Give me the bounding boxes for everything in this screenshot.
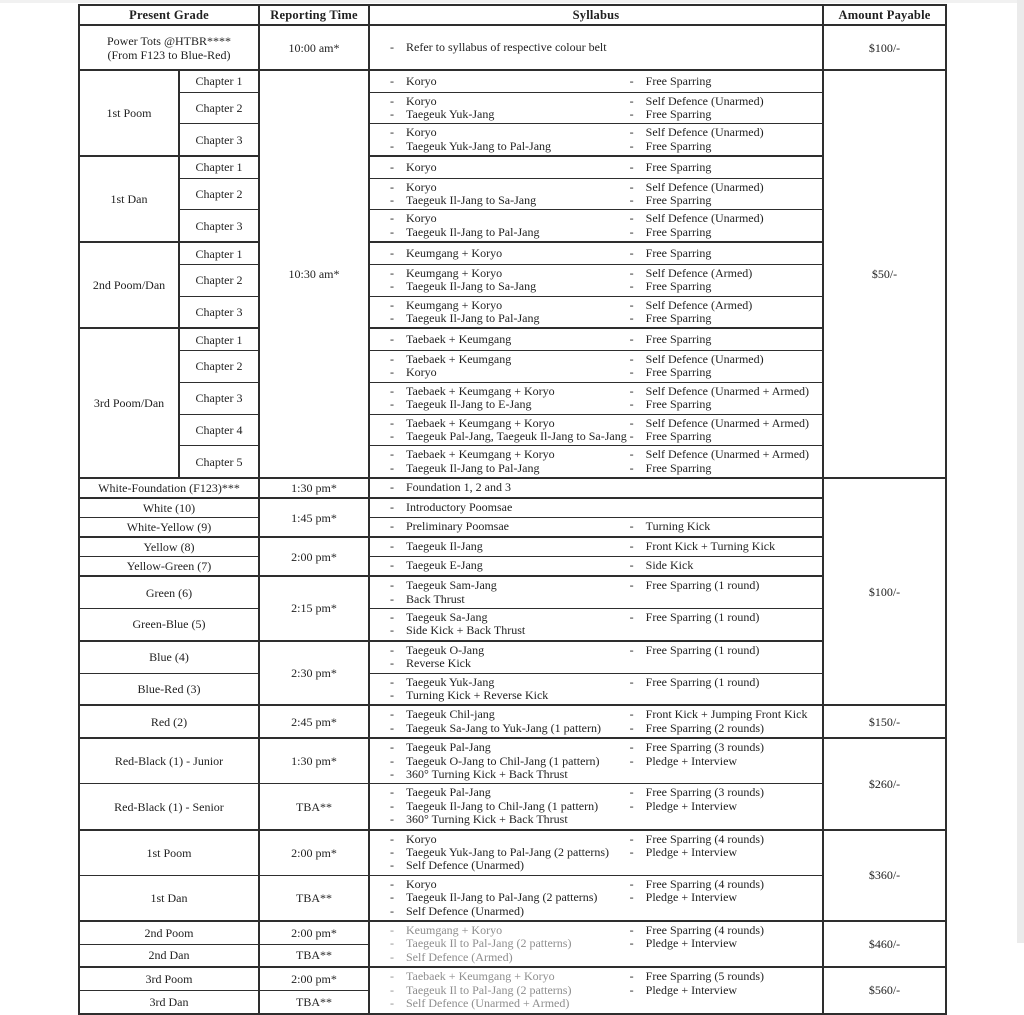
photo-edge-right	[1017, 0, 1024, 943]
syllabus-item: - Side Kick	[629, 558, 694, 573]
syllabus-left-list	[390, 299, 630, 326]
syllabus-cell	[369, 382, 823, 414]
syllabus-item: - Self Defence (Unarmed)	[629, 93, 764, 108]
syllabus-left-list	[390, 559, 630, 572]
chapter-cell: Chapter 3	[179, 124, 259, 156]
header-syllabus: Syllabus	[369, 5, 823, 25]
syllabus-item: - Taegeuk Yuk-Jang	[390, 106, 495, 121]
table-row	[79, 210, 946, 242]
grade-cell: 2nd Poom/Dan	[79, 242, 179, 328]
syllabus-cell	[369, 328, 823, 350]
syllabus-left-list	[390, 676, 630, 703]
time-cell: 1:30 pm*	[259, 478, 369, 498]
amount-cell: $100/-	[823, 478, 946, 705]
syllabus-left-list	[390, 126, 630, 153]
syllabus-item: - Koryo	[390, 73, 437, 88]
syllabus-left-list	[390, 708, 630, 735]
syllabus-item: - Self Defence (Armed)	[629, 265, 753, 280]
syllabus-cell	[369, 25, 823, 70]
amount-cell: $360/-	[823, 830, 946, 921]
syllabus-left-list	[390, 644, 630, 671]
syllabus-item: - Free Sparring (5 rounds)	[629, 969, 764, 984]
syllabus-item: - Reverse Kick	[390, 656, 471, 671]
syllabus-cell	[369, 830, 823, 876]
syllabus-left-list	[390, 41, 630, 54]
syllabus-item: - Taebaek + Keumgang + Koryo	[390, 383, 555, 398]
grade-cell: Yellow (8)	[79, 537, 259, 556]
grade-cell: 3rd Poom/Dan	[79, 328, 179, 478]
syllabus-cell	[369, 537, 823, 556]
syllabus-item: - Pledge + Interview	[629, 798, 738, 813]
syllabus-item: - Preliminary Poomsae	[390, 519, 509, 534]
syllabus-item: - Koryo	[390, 93, 437, 108]
syllabus-right-list	[630, 126, 818, 153]
syllabus-item: - Self Defence (Unarmed)	[629, 125, 764, 140]
amount-cell: $50/-	[823, 70, 946, 478]
syllabus-item: - Introductory Poomsae	[390, 500, 513, 515]
syllabus-item: - Free Sparring	[629, 159, 712, 174]
syllabus-item: - Free Sparring (4 rounds)	[629, 831, 764, 846]
syllabus-left-list	[390, 181, 630, 208]
syllabus-item: - Taebaek + Keumgang	[390, 331, 512, 346]
syllabus-right-list	[630, 540, 818, 553]
syllabus-item: - Taegeuk Il-Jang	[390, 539, 483, 554]
table-row	[79, 350, 946, 382]
syllabus-item: - Taegeuk Pal-Jang, Taegeuk Il-Jang to Sa-Jang	[390, 428, 627, 443]
chapter-cell: Chapter 1	[179, 328, 259, 350]
syllabus-item: - Taegeuk Chil-jang	[390, 707, 495, 722]
chapter-cell: Chapter 3	[179, 296, 259, 328]
syllabus-left-list	[390, 247, 630, 260]
syllabus-item: - Free Sparring	[629, 310, 712, 325]
table-row	[79, 608, 946, 640]
syllabus-item: - Free Sparring	[629, 365, 712, 380]
syllabus-item: - Back Thrust	[390, 591, 465, 606]
syllabus-item: - Taegeuk Il-Jang to Sa-Jang	[390, 279, 537, 294]
time-cell: 2:30 pm*	[259, 641, 369, 706]
header-row	[79, 5, 946, 25]
syllabus-item: - 360° Turning Kick + Back Thrust	[390, 767, 568, 781]
syllabus-left-list	[390, 385, 630, 412]
syllabus-right-list	[630, 833, 818, 860]
syllabus-item: - Taegeuk Il-Jang to Pal-Jang	[390, 460, 540, 475]
table-row	[79, 25, 946, 70]
table-row	[79, 264, 946, 296]
syllabus-right-list	[630, 75, 818, 88]
time-cell: TBA**	[259, 944, 369, 967]
syllabus-cell	[369, 875, 823, 921]
syllabus-cell	[369, 242, 823, 264]
syllabus-item: - Self Defence (Unarmed + Armed)	[629, 447, 810, 462]
amount-cell: $260/-	[823, 738, 946, 829]
syllabus-cell	[369, 498, 823, 517]
syllabus-cell	[369, 608, 823, 640]
syllabus-cell	[369, 784, 823, 830]
grade-cell: 3rd Poom	[79, 967, 259, 990]
syllabus-item: - Free Sparring	[629, 224, 712, 239]
syllabus-item: - Taebaek + Keumgang	[390, 351, 512, 366]
syllabus-item: - Koryo	[390, 211, 437, 226]
syllabus-item: - Taegeuk Pal-Jang	[390, 740, 491, 755]
syllabus-item: - Self Defence (Unarmed + Armed)	[390, 996, 570, 1011]
time-cell: 2:45 pm*	[259, 705, 369, 738]
table-row	[79, 296, 946, 328]
syllabus-item: - Taegeuk Il-Jang to Chil-Jang (1 pattern)	[390, 798, 599, 813]
table-body	[79, 25, 946, 1014]
syllabus-left-list	[390, 417, 630, 444]
syllabus-right-list	[630, 333, 818, 346]
syllabus-item: - Taegeuk E-Jang	[390, 558, 483, 573]
syllabus-item: - 360° Turning Kick + Back Thrust	[390, 812, 568, 827]
chapter-cell: Chapter 1	[179, 156, 259, 178]
grade-cell: 2nd Poom	[79, 921, 259, 944]
syllabus-cell	[369, 178, 823, 210]
syllabus-cell	[369, 576, 823, 608]
syllabus-left-list	[390, 520, 630, 533]
table-row	[79, 967, 946, 990]
grade-cell: 1st Dan	[79, 875, 259, 921]
table-row	[79, 382, 946, 414]
time-cell: 2:00 pm*	[259, 537, 369, 576]
grade-cell: Red-Black (1) - Junior	[79, 738, 259, 784]
syllabus-item: - Self Defence (Unarmed)	[629, 211, 764, 226]
grade-cell: 1st Poom	[79, 830, 259, 876]
syllabus-right-list	[630, 786, 818, 813]
table-row	[79, 70, 946, 92]
syllabus-cell	[369, 350, 823, 382]
syllabus-item: - Taegeuk Pal-Jang	[390, 785, 491, 800]
syllabus-cell	[369, 967, 823, 1013]
syllabus-left-list	[390, 481, 630, 494]
syllabus-item: - Free Sparring	[629, 245, 712, 260]
syllabus-item: - Taegeuk Il to Pal-Jang (2 patterns)	[390, 936, 572, 951]
syllabus-item: - Free Sparring (1 round)	[629, 578, 760, 593]
syllabus-item: - Self Defence (Unarmed + Armed)	[629, 415, 810, 430]
table-row	[79, 537, 946, 556]
chapter-cell: Chapter 3	[179, 382, 259, 414]
syllabus-item: - Taegeuk Il-Jang to Pal-Jang	[390, 310, 540, 325]
grade-cell: 2nd Dan	[79, 944, 259, 967]
syllabus-item: - Turning Kick + Reverse Kick	[390, 687, 549, 702]
chapter-cell: Chapter 2	[179, 178, 259, 210]
syllabus-item: - Free Sparring (1 round)	[629, 609, 760, 624]
syllabus-item: - Taegeuk Il-Jang to Pal-Jang	[390, 224, 540, 239]
amount-cell: $460/-	[823, 921, 946, 967]
grade-cell: Red (2)	[79, 705, 259, 738]
syllabus-left-list	[390, 501, 630, 514]
table-row	[79, 784, 946, 830]
syllabus-right-list	[630, 611, 818, 624]
syllabus-item: - Koryo	[390, 365, 437, 380]
table-row	[79, 328, 946, 350]
chapter-cell: Chapter 1	[179, 70, 259, 92]
syllabus-cell	[369, 556, 823, 576]
syllabus-cell	[369, 92, 823, 124]
chapter-cell: Chapter 3	[179, 210, 259, 242]
syllabus-right-list	[630, 520, 818, 533]
syllabus-right-list	[630, 181, 818, 208]
syllabus-item: - Front Kick + Jumping Front Kick	[629, 707, 808, 722]
amount-cell: $100/-	[823, 25, 946, 70]
time-cell: 2:00 pm*	[259, 921, 369, 944]
syllabus-right-list	[630, 878, 818, 905]
syllabus-item: - Keumgang + Koryo	[390, 245, 503, 260]
grade-cell: White (10)	[79, 498, 259, 517]
syllabus-cell	[369, 70, 823, 92]
syllabus-right-list	[630, 448, 818, 475]
time-cell: 10:00 am*	[259, 25, 369, 70]
syllabus-left-list	[390, 970, 630, 1010]
syllabus-item: - Keumgang + Koryo	[390, 265, 503, 280]
syllabus-left-list	[390, 353, 630, 380]
syllabus-right-list	[630, 95, 818, 122]
table-row	[79, 556, 946, 576]
chapter-cell: Chapter 4	[179, 414, 259, 446]
syllabus-cell	[369, 264, 823, 296]
syllabus-left-list	[390, 161, 630, 174]
table-row	[79, 830, 946, 876]
time-cell: 2:00 pm*	[259, 967, 369, 990]
table-row	[79, 242, 946, 264]
header-reporting-time: Reporting Time	[259, 5, 369, 25]
grade-cell: Green-Blue (5)	[79, 608, 259, 640]
syllabus-item: - Free Sparring	[629, 193, 712, 208]
syllabus-cell	[369, 446, 823, 478]
table-row	[79, 498, 946, 517]
table-row	[79, 156, 946, 178]
amount-cell: $560/-	[823, 967, 946, 1013]
syllabus-item: - Free Sparring (4 rounds)	[629, 876, 764, 891]
syllabus-item: - Pledge + Interview	[629, 753, 738, 768]
amount-cell: $150/-	[823, 705, 946, 738]
syllabus-right-list	[630, 417, 818, 444]
table-row	[79, 641, 946, 673]
syllabus-item: - Taegeuk O-Jang	[390, 642, 485, 657]
syllabus-left-list	[390, 741, 630, 781]
table-row	[79, 576, 946, 608]
grading-schedule-table	[78, 4, 947, 1015]
syllabus-right-list	[630, 676, 818, 689]
time-cell: 2:15 pm*	[259, 576, 369, 641]
table-row	[79, 124, 946, 156]
syllabus-item: - Refer to syllabus of respective colour belt	[390, 39, 607, 54]
syllabus-right-list	[630, 247, 818, 260]
grade-cell: Green (6)	[79, 576, 259, 608]
time-cell: TBA**	[259, 875, 369, 921]
syllabus-item: - Taegeuk Il to Pal-Jang (2 patterns)	[390, 982, 572, 997]
syllabus-item: - Free Sparring	[629, 460, 712, 475]
syllabus-cell	[369, 641, 823, 673]
syllabus-cell	[369, 414, 823, 446]
syllabus-item: - Pledge + Interview	[629, 845, 738, 860]
grade-cell: 1st Dan	[79, 156, 179, 242]
syllabus-item: - Taegeuk Yuk-Jang	[390, 674, 495, 689]
syllabus-item: - Free Sparring	[629, 331, 712, 346]
syllabus-item: - Self Defence (Unarmed + Armed)	[629, 383, 810, 398]
syllabus-right-list	[630, 559, 818, 572]
syllabus-cell	[369, 478, 823, 498]
table-row	[79, 92, 946, 124]
syllabus-right-list	[630, 385, 818, 412]
chapter-cell: Chapter 2	[179, 92, 259, 124]
syllabus-item: - Taegeuk Yuk-Jang to Pal-Jang	[390, 138, 552, 153]
syllabus-item: - Front Kick + Turning Kick	[629, 539, 776, 554]
syllabus-item: - Taegeuk Sa-Jang to Yuk-Jang (1 pattern)	[390, 720, 601, 735]
syllabus-item: - Self Defence (Armed)	[629, 297, 753, 312]
syllabus-item: - Koryo	[390, 179, 437, 194]
syllabus-item: - Self Defence (Unarmed)	[629, 179, 764, 194]
grade-cell: White-Foundation (F123)***	[79, 478, 259, 498]
syllabus-left-list	[390, 448, 630, 475]
syllabus-cell	[369, 517, 823, 537]
table-header	[79, 5, 946, 25]
syllabus-left-list	[390, 333, 630, 346]
time-cell: 1:45 pm*	[259, 498, 369, 537]
syllabus-item: - Free Sparring (2 rounds)	[629, 720, 764, 735]
syllabus-left-list	[390, 212, 630, 239]
syllabus-item: - Free Sparring (1 round)	[629, 642, 760, 657]
syllabus-item: - Taegeuk Yuk-Jang to Pal-Jang (2 patterns)	[390, 845, 609, 860]
syllabus-item: - Free Sparring (4 rounds)	[629, 923, 764, 938]
table-row	[79, 921, 946, 944]
syllabus-cell	[369, 738, 823, 784]
syllabus-right-list	[630, 924, 818, 951]
syllabus-item: - Taegeuk O-Jang to Chil-Jang (1 pattern)	[390, 753, 600, 768]
syllabus-item: - Side Kick + Back Thrust	[390, 623, 526, 638]
syllabus-item: - Self Defence (Unarmed)	[629, 351, 764, 366]
syllabus-right-list	[630, 708, 818, 735]
syllabus-cell	[369, 921, 823, 967]
syllabus-right-list	[630, 741, 818, 768]
syllabus-item: - Foundation 1, 2 and 3	[390, 480, 511, 495]
syllabus-cell	[369, 156, 823, 178]
chapter-cell: Chapter 2	[179, 350, 259, 382]
syllabus-item: - Free Sparring	[629, 397, 712, 412]
time-cell: 1:30 pm*	[259, 738, 369, 784]
syllabus-item: - Free Sparring	[629, 106, 712, 121]
table-row	[79, 478, 946, 498]
syllabus-right-list	[630, 579, 818, 592]
syllabus-item: - Taegeuk Il-Jang to Pal-Jang (2 patterns)	[390, 890, 598, 905]
table-row	[79, 875, 946, 921]
grade-cell: 3rd Dan	[79, 990, 259, 1013]
syllabus-left-list	[390, 267, 630, 294]
grade-cell: 1st Poom	[79, 70, 179, 156]
syllabus-item: - Taebaek + Keumgang + Koryo	[390, 447, 555, 462]
syllabus-item: - Free Sparring (3 rounds)	[629, 740, 764, 755]
syllabus-item: - Taegeuk Sa-Jang	[390, 609, 488, 624]
syllabus-item: - Keumgang + Koryo	[390, 297, 503, 312]
syllabus-item: - Free Sparring	[629, 73, 712, 88]
syllabus-item: - Free Sparring	[629, 279, 712, 294]
syllabus-cell	[369, 124, 823, 156]
syllabus-item: - Turning Kick	[629, 519, 711, 534]
table-row	[79, 738, 946, 784]
grade-cell: Red-Black (1) - Senior	[79, 784, 259, 830]
syllabus-left-list	[390, 611, 630, 638]
syllabus-left-list	[390, 878, 630, 918]
time-cell: 10:30 am*	[259, 70, 369, 478]
syllabus-item: - Pledge + Interview	[629, 890, 738, 905]
table-row	[79, 673, 946, 705]
syllabus-item: - Koryo	[390, 876, 437, 891]
table-row	[79, 414, 946, 446]
table-row	[79, 446, 946, 478]
syllabus-item: - Koryo	[390, 831, 437, 846]
grade-cell: Yellow-Green (7)	[79, 556, 259, 576]
grade-cell: White-Yellow (9)	[79, 517, 259, 537]
syllabus-left-list	[390, 786, 630, 826]
syllabus-item: - Free Sparring	[629, 428, 712, 443]
syllabus-right-list	[630, 267, 818, 294]
chapter-cell: Chapter 5	[179, 446, 259, 478]
syllabus-item: - Free Sparring (3 rounds)	[629, 785, 764, 800]
syllabus-right-list	[630, 212, 818, 239]
chapter-cell: Chapter 2	[179, 264, 259, 296]
syllabus-item: - Free Sparring	[629, 138, 712, 153]
syllabus-right-list	[630, 970, 818, 997]
syllabus-item: - Pledge + Interview	[629, 936, 738, 951]
syllabus-left-list	[390, 95, 630, 122]
grade-cell: Blue (4)	[79, 641, 259, 673]
syllabus-cell	[369, 673, 823, 705]
syllabus-cell	[369, 705, 823, 738]
syllabus-item: - Free Sparring (1 round)	[629, 674, 760, 689]
syllabus-item: - Koryo	[390, 159, 437, 174]
syllabus-cell	[369, 296, 823, 328]
grade-cell: Blue-Red (3)	[79, 673, 259, 705]
syllabus-item: - Taegeuk Sam-Jang	[390, 578, 497, 593]
syllabus-right-list	[630, 353, 818, 380]
syllabus-left-list	[390, 579, 630, 606]
syllabus-right-list	[630, 299, 818, 326]
syllabus-right-list	[630, 161, 818, 174]
syllabus-item: - Taebaek + Keumgang + Koryo	[390, 415, 555, 430]
syllabus-left-list	[390, 540, 630, 553]
syllabus-left-list	[390, 924, 630, 964]
time-cell: TBA**	[259, 990, 369, 1013]
grade-cell: Power Tots @HTBR**** (From F123 to Blue-Red)	[79, 25, 259, 70]
syllabus-left-list	[390, 833, 630, 873]
table-row	[79, 178, 946, 210]
syllabus-left-list	[390, 75, 630, 88]
syllabus-item: - Taebaek + Keumgang + Koryo	[390, 969, 555, 984]
photo-edge-top	[0, 0, 1024, 3]
time-cell: 2:00 pm*	[259, 830, 369, 876]
syllabus-item: - Self Defence (Armed)	[390, 949, 513, 964]
syllabus-item: - Keumgang + Koryo	[390, 923, 503, 938]
header-amount-payable: Amount Payable	[823, 5, 946, 25]
table-row	[79, 705, 946, 738]
header-present-grade: Present Grade	[79, 5, 259, 25]
syllabus-item: - Koryo	[390, 125, 437, 140]
syllabus-item: - Pledge + Interview	[629, 982, 738, 997]
syllabus-item: - Self Defence (Unarmed)	[390, 903, 524, 918]
syllabus-right-list	[630, 644, 818, 657]
syllabus-item: - Taegeuk Il-Jang to E-Jang	[390, 397, 532, 412]
table-row	[79, 517, 946, 537]
chapter-cell: Chapter 1	[179, 242, 259, 264]
syllabus-cell	[369, 210, 823, 242]
syllabus-item: - Taegeuk Il-Jang to Sa-Jang	[390, 193, 537, 208]
time-cell: TBA**	[259, 784, 369, 830]
syllabus-item: - Self Defence (Unarmed)	[390, 858, 524, 873]
